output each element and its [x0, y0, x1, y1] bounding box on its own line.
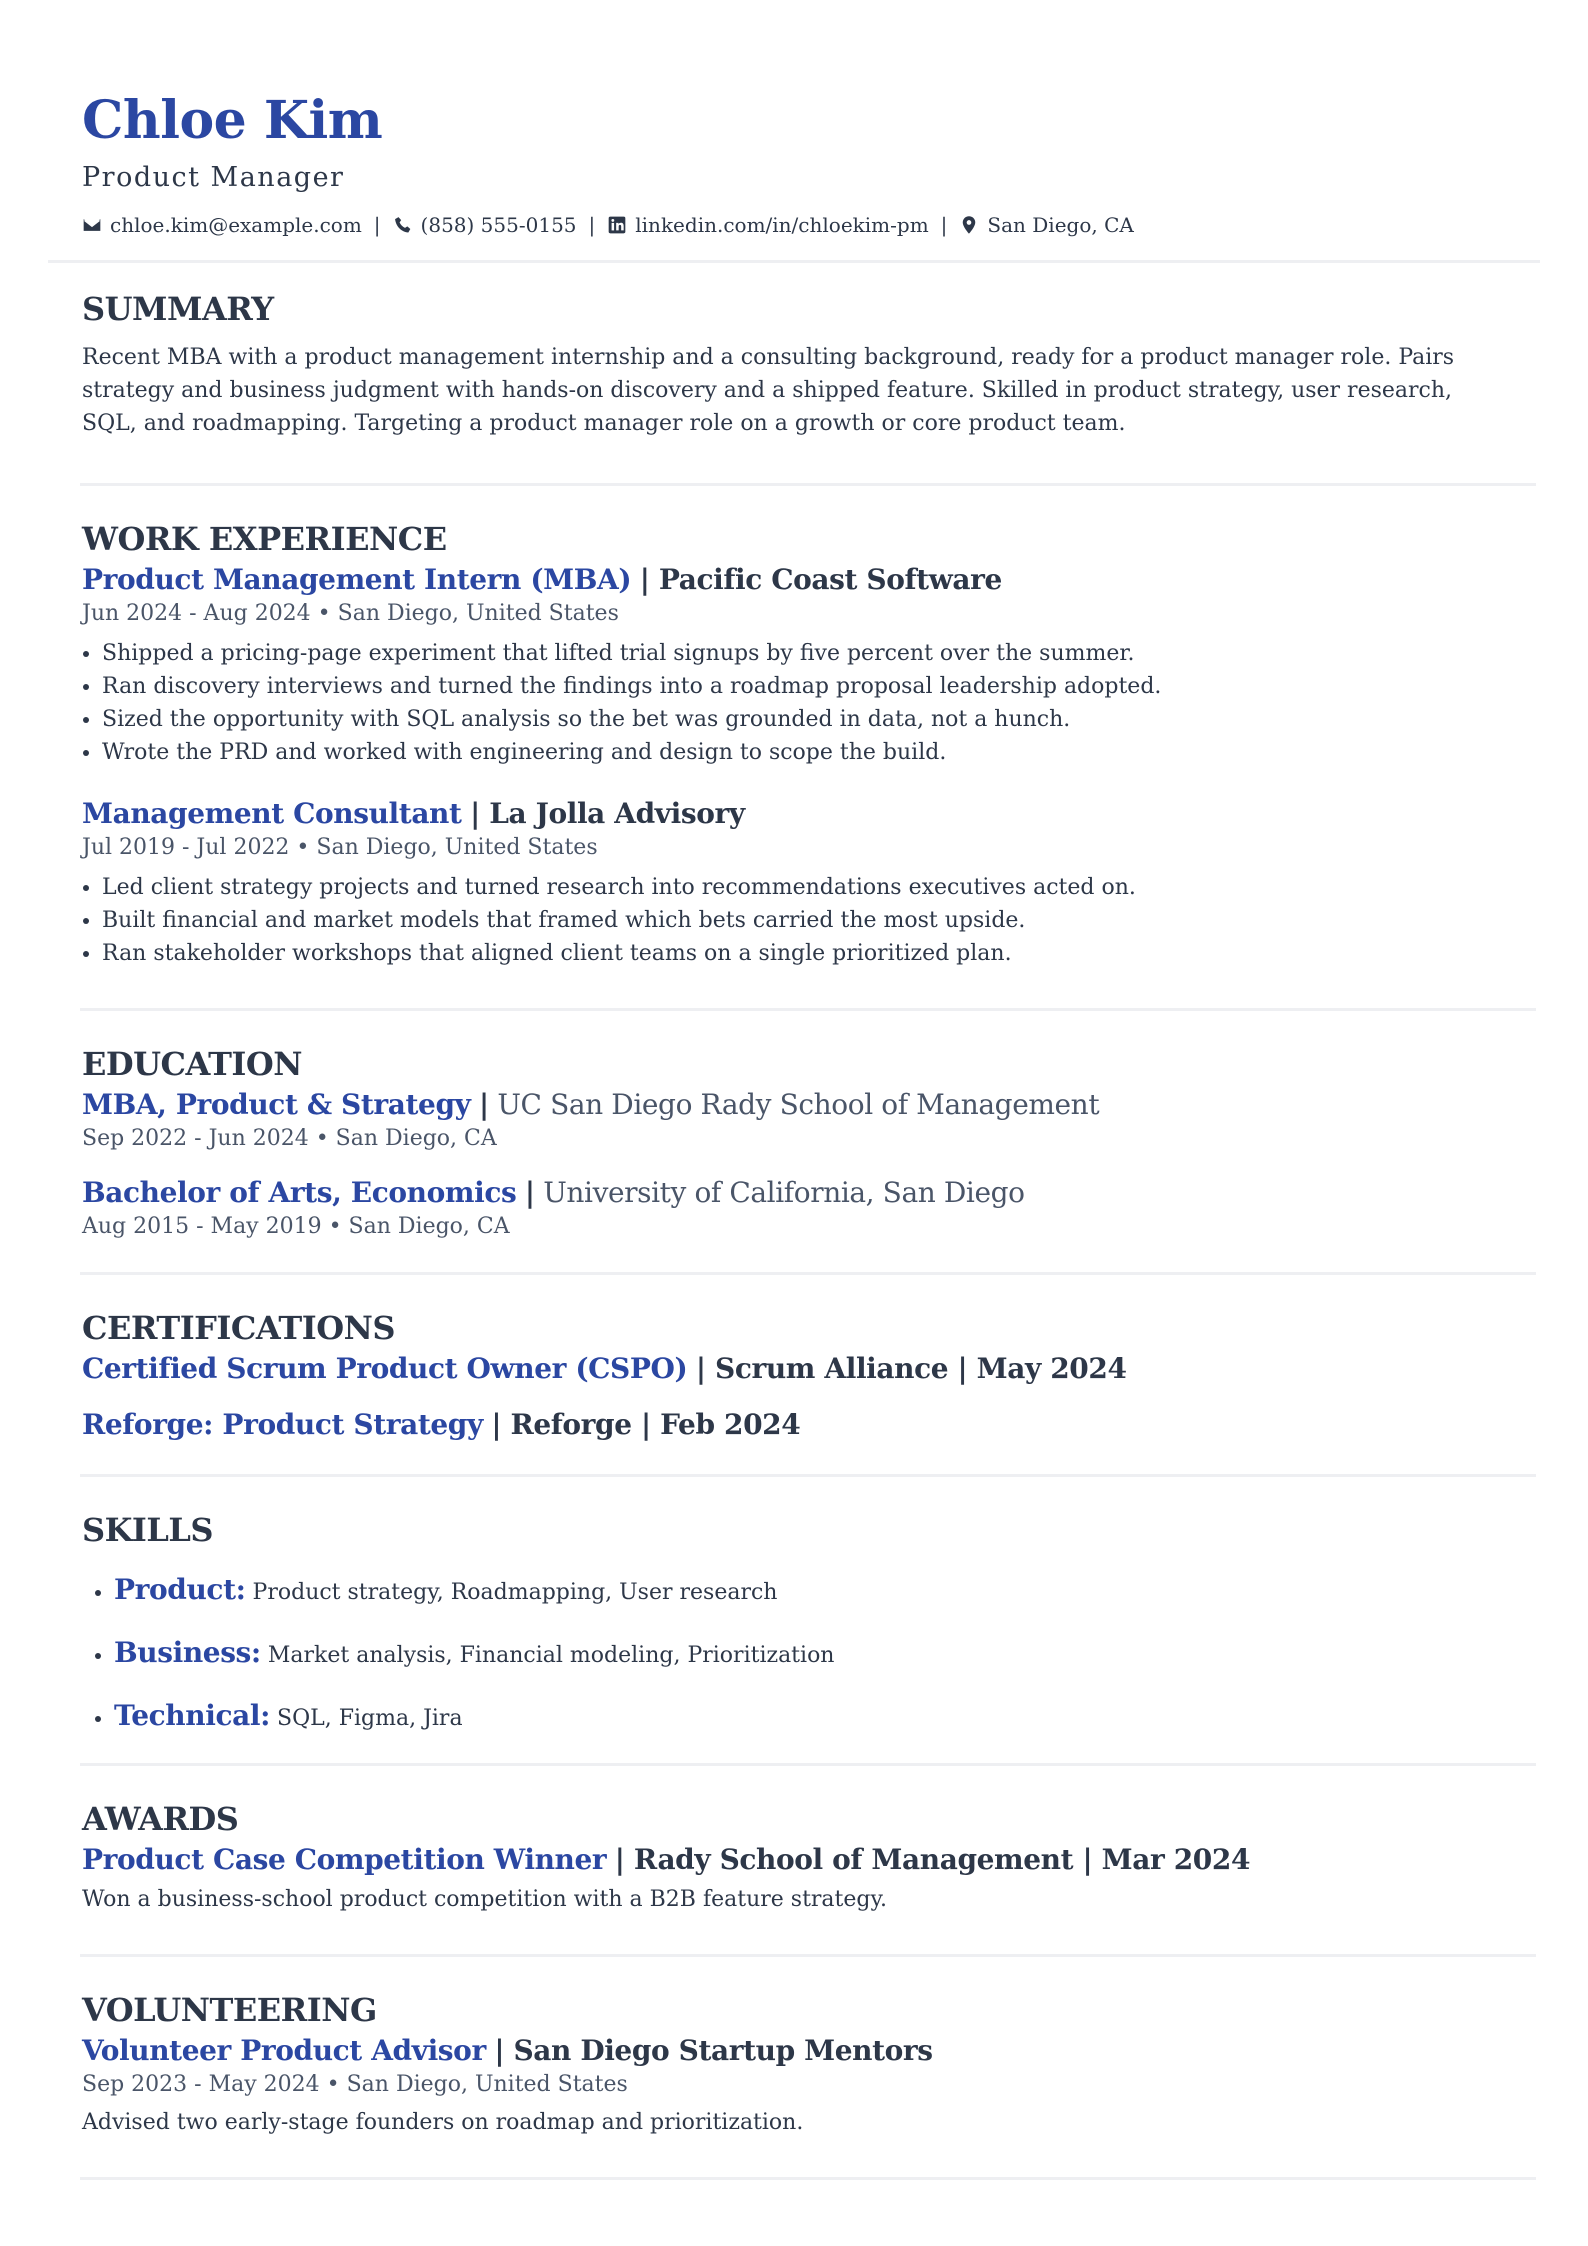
volunteer-title: [82, 2032, 1506, 2070]
section-divider: [80, 1272, 1536, 1275]
section-title-skills: SKILLS: [82, 1511, 213, 1549]
summary-text: Recent MBA with a product management internship and a consulting background, ready for a product manager role. Pairs strategy and business judgment with hands-on discovery and a shipped feature. Skilled in product strategy, user research, SQL, and roadmapping. Targeting a product manager role on a growth or core product team.: [82, 345, 1455, 436]
section-title-education: EDUCATION: [82, 1045, 302, 1083]
summary-section: [0, 287, 1588, 440]
certification-entry: [82, 1406, 1506, 1444]
skill-item: [114, 1686, 1506, 1749]
skill-list: Market analysis, Financial modeling, Prioritization: [267, 1643, 835, 1668]
volunteer-org: | San Diego Startup Mentors: [494, 2034, 933, 2067]
certification-name: Reforge: Product Strategy: [82, 1408, 483, 1441]
contact-location: [959, 213, 1133, 237]
award-title: [82, 1841, 1506, 1879]
section-divider: [80, 1954, 1536, 1957]
education-title: [82, 1086, 1506, 1124]
section-title-certifications: CERTIFICATIONS: [82, 1309, 395, 1347]
skill-category: Product:: [114, 1573, 246, 1606]
job-bullets: [82, 637, 1506, 769]
volunteer-description: Advised two early-stage founders on roadmap and prioritization.: [82, 2110, 804, 2135]
award-description: Won a business-school product competition with a B2B feature strategy.: [82, 1887, 887, 1912]
skills-list: [82, 1560, 1506, 1749]
section-divider: [80, 1008, 1536, 1011]
contact-email[interactable]: [82, 213, 362, 237]
section-divider: [80, 1763, 1536, 1766]
email-text: chloe.kim@example.com: [110, 213, 362, 237]
resume-header: [0, 0, 1588, 242]
contact-linkedin[interactable]: [607, 213, 928, 237]
education-meta: Aug 2015 - May 2019 • San Diego, CA: [82, 1214, 510, 1239]
awards-section: [0, 1797, 1588, 1916]
candidate-headline: Product Manager: [82, 162, 345, 193]
job-meta: Jun 2024 - Aug 2024 • San Diego, United States: [82, 601, 619, 626]
certification-detail: | Reforge | Feb 2024: [491, 1408, 801, 1441]
experience-title: [82, 561, 1506, 599]
education-entry: [82, 1086, 1506, 1154]
list-item: • Sized the opportunity with SQL analysis so the bet was grounded in data, not a hunch.: [102, 703, 1506, 736]
degree-separator: |: [524, 1176, 535, 1209]
education-section: [0, 1042, 1588, 1242]
school-name: UC San Diego Rady School of Management: [497, 1088, 1100, 1121]
section-title-volunteering: VOLUNTEERING: [82, 1991, 377, 2029]
education-entry: [82, 1174, 1506, 1242]
linkedin-icon: [607, 215, 627, 235]
skills-section: [0, 1508, 1588, 1749]
list-item: • Wrote the PRD and worked with engineering and design to scope the build.: [102, 736, 1506, 769]
experience-section: [0, 517, 1588, 970]
section-title-experience: WORK EXPERIENCE: [82, 520, 447, 558]
job-company: | La Jolla Advisory: [470, 797, 745, 830]
skill-list: Product strategy, Roadmapping, User research: [252, 1580, 778, 1605]
phone-icon: [393, 215, 413, 235]
skill-item: [114, 1560, 1506, 1623]
list-item: • Ran discovery interviews and turned the findings into a roadmap proposal leadership adopted.: [102, 670, 1506, 703]
list-item: • Led client strategy projects and turned research into recommendations executives acted on.: [102, 871, 1506, 904]
volunteer-meta: Sep 2023 - May 2024 • San Diego, United States: [82, 2072, 628, 2097]
volunteer-role: Volunteer Product Advisor: [82, 2034, 486, 2067]
education-title: [82, 1174, 1506, 1212]
list-item: • Ran stakeholder workshops that aligned client teams on a single prioritized plan.: [102, 937, 1506, 970]
section-divider: [80, 483, 1536, 486]
skill-list: SQL, Figma, Jira: [277, 1706, 463, 1731]
contact-phone[interactable]: [393, 213, 577, 237]
experience-entry: [82, 561, 1506, 769]
contact-separator: |: [373, 213, 381, 237]
contact-bar: [82, 208, 1506, 242]
degree-name: Bachelor of Arts, Economics: [82, 1176, 517, 1209]
list-item: • Built financial and market models that framed which bets carried the most upside.: [102, 904, 1506, 937]
section-title-awards: AWARDS: [82, 1800, 239, 1838]
linkedin-text: linkedin.com/in/chloekim-pm: [635, 213, 929, 237]
section-title-summary: SUMMARY: [82, 290, 274, 328]
header-divider: [48, 260, 1540, 263]
list-item: • Shipped a pricing-page experiment that lifted trial signups by five percent over the summer.: [102, 637, 1506, 670]
certification-detail: | Scrum Alliance | May 2024: [695, 1352, 1127, 1385]
award-name: Product Case Competition Winner: [82, 1843, 607, 1876]
degree-separator: |: [479, 1088, 489, 1121]
job-bullets: [82, 871, 1506, 970]
skill-category: Technical:: [114, 1699, 271, 1732]
skill-category: Business:: [114, 1636, 261, 1669]
job-role: Product Management Intern (MBA): [82, 563, 632, 596]
experience-entry: [82, 795, 1506, 970]
envelope-icon: [82, 215, 102, 235]
job-company: | Pacific Coast Software: [639, 563, 1002, 596]
certification-name: Certified Scrum Product Owner (CSPO): [82, 1352, 688, 1385]
contact-separator: |: [588, 213, 596, 237]
award-detail: | Rady School of Management | Mar 2024: [614, 1843, 1251, 1876]
school-name: University of California, San Diego: [543, 1176, 1025, 1209]
section-divider: [80, 1474, 1536, 1477]
skill-item: [114, 1623, 1506, 1686]
phone-text: (858) 555-0155: [420, 213, 577, 237]
map-pin-icon: [959, 215, 979, 235]
degree-name: MBA, Product & Strategy: [82, 1088, 471, 1121]
certification-entry: [82, 1350, 1506, 1388]
location-text: San Diego, CA: [987, 213, 1134, 237]
section-divider: [80, 2177, 1536, 2180]
candidate-name: Chloe Kim: [82, 90, 383, 151]
job-meta: Jul 2019 - Jul 2022 • San Diego, United States: [82, 835, 598, 860]
experience-title: [82, 795, 1506, 833]
certifications-section: [0, 1306, 1588, 1444]
volunteering-section: [0, 1988, 1588, 2139]
job-role: Management Consultant: [82, 797, 462, 830]
contact-separator: |: [940, 213, 948, 237]
education-meta: Sep 2022 - Jun 2024 • San Diego, CA: [82, 1126, 497, 1151]
